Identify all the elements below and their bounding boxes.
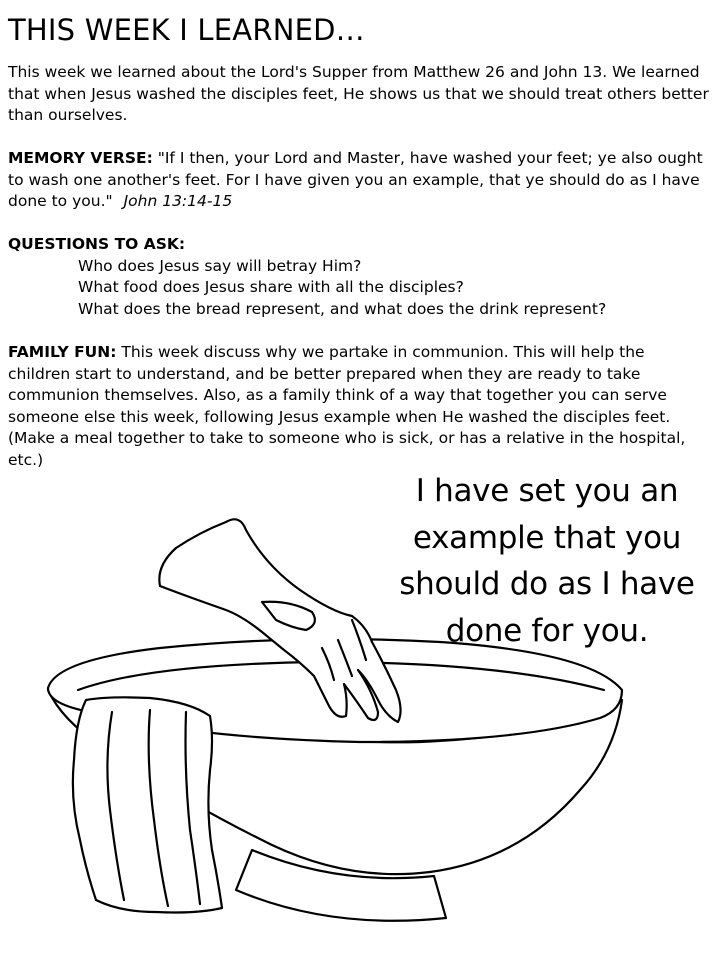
question-item: What does the bread represent, and what does the drink represent? [78,299,607,318]
memory-verse-reference: John 13:14-15 [123,192,233,210]
question-item: What food does Jesus share with all the disciples? [78,278,464,296]
intro-paragraph: This week we learned about the Lord's Supper from Matthew 26 and John 13. We learned that when Jesus washed the disciples feet, He shows us that we should treat others better than ourselves. [8,63,709,124]
family-fun-label: FAMILY FUN: [8,343,117,361]
page-title: THIS WEEK I LEARNED… [8,13,365,47]
illustration-caption: I have set you an example that you should do as I have done for you. [399,473,695,649]
family-fun-text: This week discuss why we partake in communion. This will help the children start to understand, and be better prepared when they are ready to take communion themselves. Also, as a family think of a way that together you can serve someone else this week, following Jesus example when He washed the disciples feet. (Make a meal together to take to someone who is sick, or has a relative in the hospital, etc.) [8,343,686,469]
family-fun-section [8,342,710,471]
questions-list [8,256,710,321]
memory-verse-label: MEMORY VERSE: [8,149,153,167]
memory-verse-section [8,148,710,213]
question-item: Who does Jesus say will betray Him? [78,256,362,275]
memory-verse-text: "If I then, your Lord and Master, have washed your feet; ye also ought to wash one another's feet. For I have given you an example, that ye should do as I have done to you." [8,149,703,210]
questions-label: QUESTIONS TO ASK: [8,235,186,253]
towel [73,697,222,912]
questions-section [8,234,710,320]
